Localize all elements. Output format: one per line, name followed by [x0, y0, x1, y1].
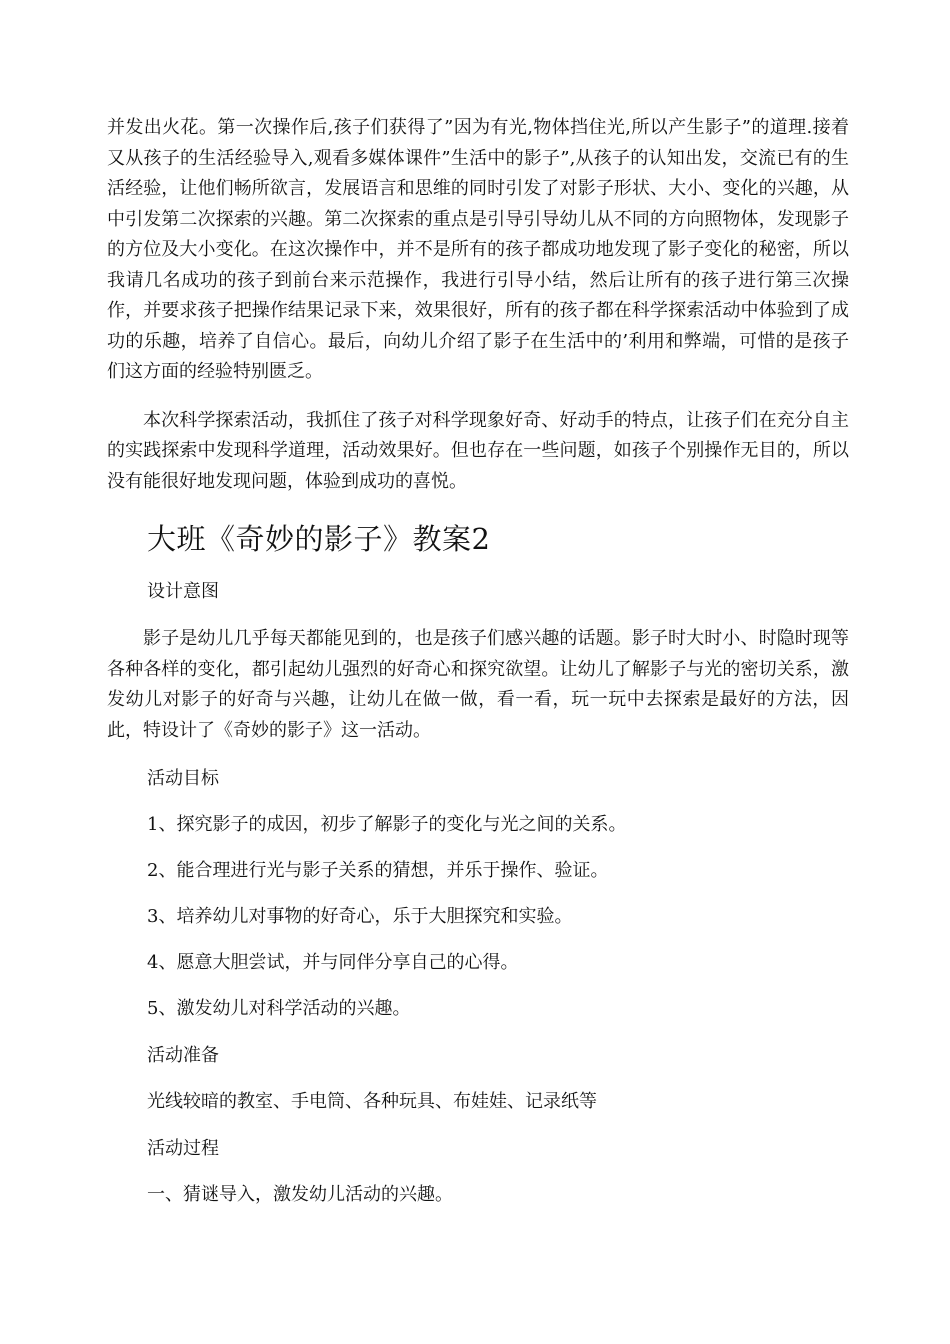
paragraph-reflection: 本次科学探索活动，我抓住了孩子对科学现象好奇、好动手的特点，让孩子们在充分自主的实践探索中发现科学道理，活动效果好。但也存在一些问题，如孩子个别操作无目的，所以没有能很好地发现问题，体验到成功的喜悦。	[107, 409, 849, 492]
process-step: 一、猜谜导入，激发幼儿活动的兴趣。	[147, 1184, 453, 1205]
document-body	[107, 113, 849, 1209]
process-heading: 活动过程	[147, 1138, 219, 1159]
goal-item: 3、培养幼儿对事物的好奇心，乐于大胆探究和实验。	[147, 906, 573, 927]
paragraph-continuation: 并发出火花。第一次操作后,孩子们获得了”因为有光,物体挡住光,所以产生影子”的道理.接着又从孩子的生活经验导入,观看多媒体课件”生活中的影子”,从孩子的认知出发，交流已有的生活经验，让他们畅所欲言，发展语言和思维的同时引发了对影子形状、大小、变化的兴趣，从中引发第二次探索的兴趣。第二次探索的重点是引导引导幼儿从不同的方向照物体，发现影子的方位及大小变化。在这次操作中，并不是所有的孩子都成功地发现了影子变化的秘密，所以我请几名成功的孩子到前台来示范操作，我进行引导小结，然后让所有的孩子进行第三次操作，并要求孩子把操作结果记录下来，效果很好，所有的孩子都在科学探索活动中体验到了成功的乐趣，培养了自信心。最后，向幼儿介绍了影子在生活中的’利用和弊端，可惜的是孩子们这方面的经验特别匮乏。	[107, 117, 849, 382]
preparation-heading: 活动准备	[147, 1045, 219, 1066]
goal-item: 5、激发幼儿对科学活动的兴趣。	[147, 998, 411, 1019]
goal-item: 2、能合理进行光与影子关系的猜想，并乐于操作、验证。	[147, 860, 609, 881]
goal-item: 4、愿意大胆尝试，并与同伴分享自己的心得。	[147, 952, 519, 973]
goals-heading: 活动目标	[147, 768, 219, 789]
preparation-text: 光线较暗的教室、手电筒、各种玩具、布娃娃、记录纸等	[147, 1091, 597, 1112]
lesson-title: 大班《奇妙的影子》教案2	[147, 522, 491, 556]
design-intent-heading: 设计意图	[147, 581, 219, 602]
goal-item: 1、探究影子的成因，初步了解影子的变化与光之间的关系。	[147, 814, 627, 835]
design-intent-text: 影子是幼儿几乎每天都能见到的，也是孩子们感兴趣的话题。影子时大时小、时隐时现等各种各样的变化，都引起幼儿强烈的好奇心和探究欲望。让幼儿了解影子与光的密切关系，激发幼儿对影子的好奇与兴趣，让幼儿在做一做，看一看，玩一玩中去探索是最好的方法，因此，特设计了《奇妙的影子》这一活动。	[107, 628, 849, 741]
